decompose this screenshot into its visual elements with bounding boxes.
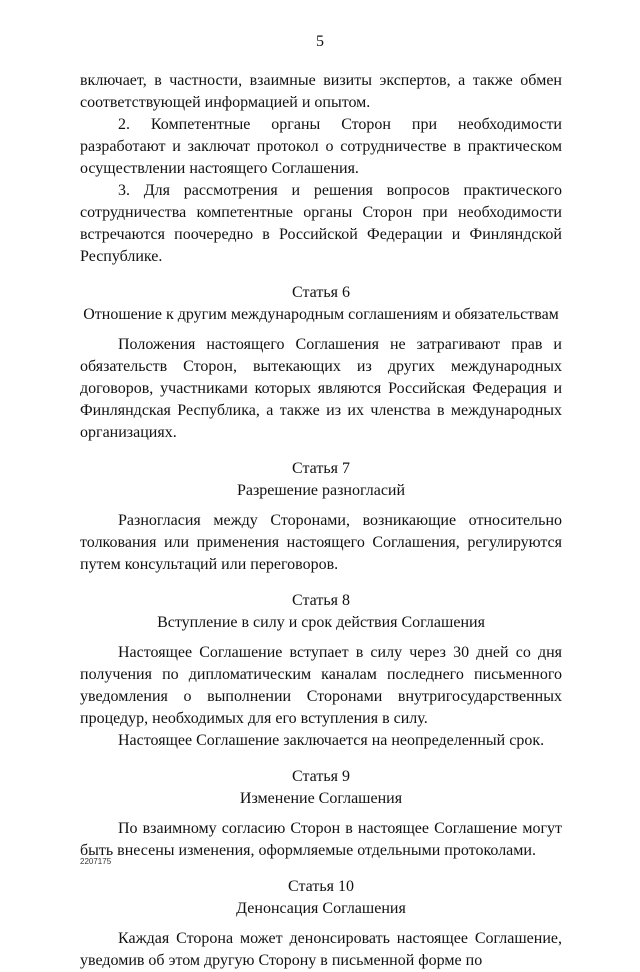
paragraph: Настоящее Соглашение заключается на неопределенный срок. [118,732,545,749]
paragraph: Каждая Сторона может денонсировать настоящее Соглашение, уведомив об этом другую Сторону в письменной форме по [80,930,562,969]
article-heading: Статья 6 [292,284,350,301]
article-title: Изменение Соглашения [239,790,403,807]
article-heading: Статья 10 [288,878,354,895]
document-body [80,70,562,972]
page-number: 5 [316,33,324,50]
paragraph: Положения настоящего Соглашения не затрагивают прав и обязательств Сторон, вытекающих из других международных договоров, участниками которых являются Российская Федерация и Финляндская Республика, а также из их членства в международных организациях. [80,336,562,441]
paragraph: 3. Для рассмотрения и решения вопросов практического сотрудничества компетентные органы Сторон при необходимости встречаются поочередно в Российской Федерации и Финляндской Республике. [80,182,562,265]
article-heading: Статья 7 [292,460,350,477]
paragraph: 2. Компетентные органы Сторон при необходимости разработают и заключат протокол о сотрудничестве в практическом осуществлении настоящего Соглашения. [80,116,562,177]
article-title: Вступление в силу и срок действия Соглашения [157,614,485,631]
article-heading: Статья 8 [292,592,350,609]
paragraph: Настоящее Соглашение вступает в силу через 30 дней со дня получения по дипломатическим каналам последнего письменного уведомления о выполнении Сторонами внутригосударственных процедур, необходимых для его вступления в силу. [80,644,562,727]
document-code: 2207175 [80,857,112,866]
paragraph: По взаимному согласию Сторон в настоящее Соглашение могут быть внесены изменения, оформляемые отдельными протоколами. [80,820,562,859]
continued-paragraph: включает, в частности, взаимные визиты экспертов, а также обмен соответствующей информацией и опытом. [80,72,562,111]
article-heading: Статья 9 [292,768,350,785]
article-title: Денонсация Соглашения [236,900,406,917]
article-title: Разрешение разногласий [236,482,406,499]
article-title: Отношение к другим международным соглашениям и обязательствам [83,306,559,323]
paragraph: Разногласия между Сторонами, возникающие относительно толкования или применения настоящего Соглашения, регулируются путем консультаций или переговоров. [80,512,562,573]
